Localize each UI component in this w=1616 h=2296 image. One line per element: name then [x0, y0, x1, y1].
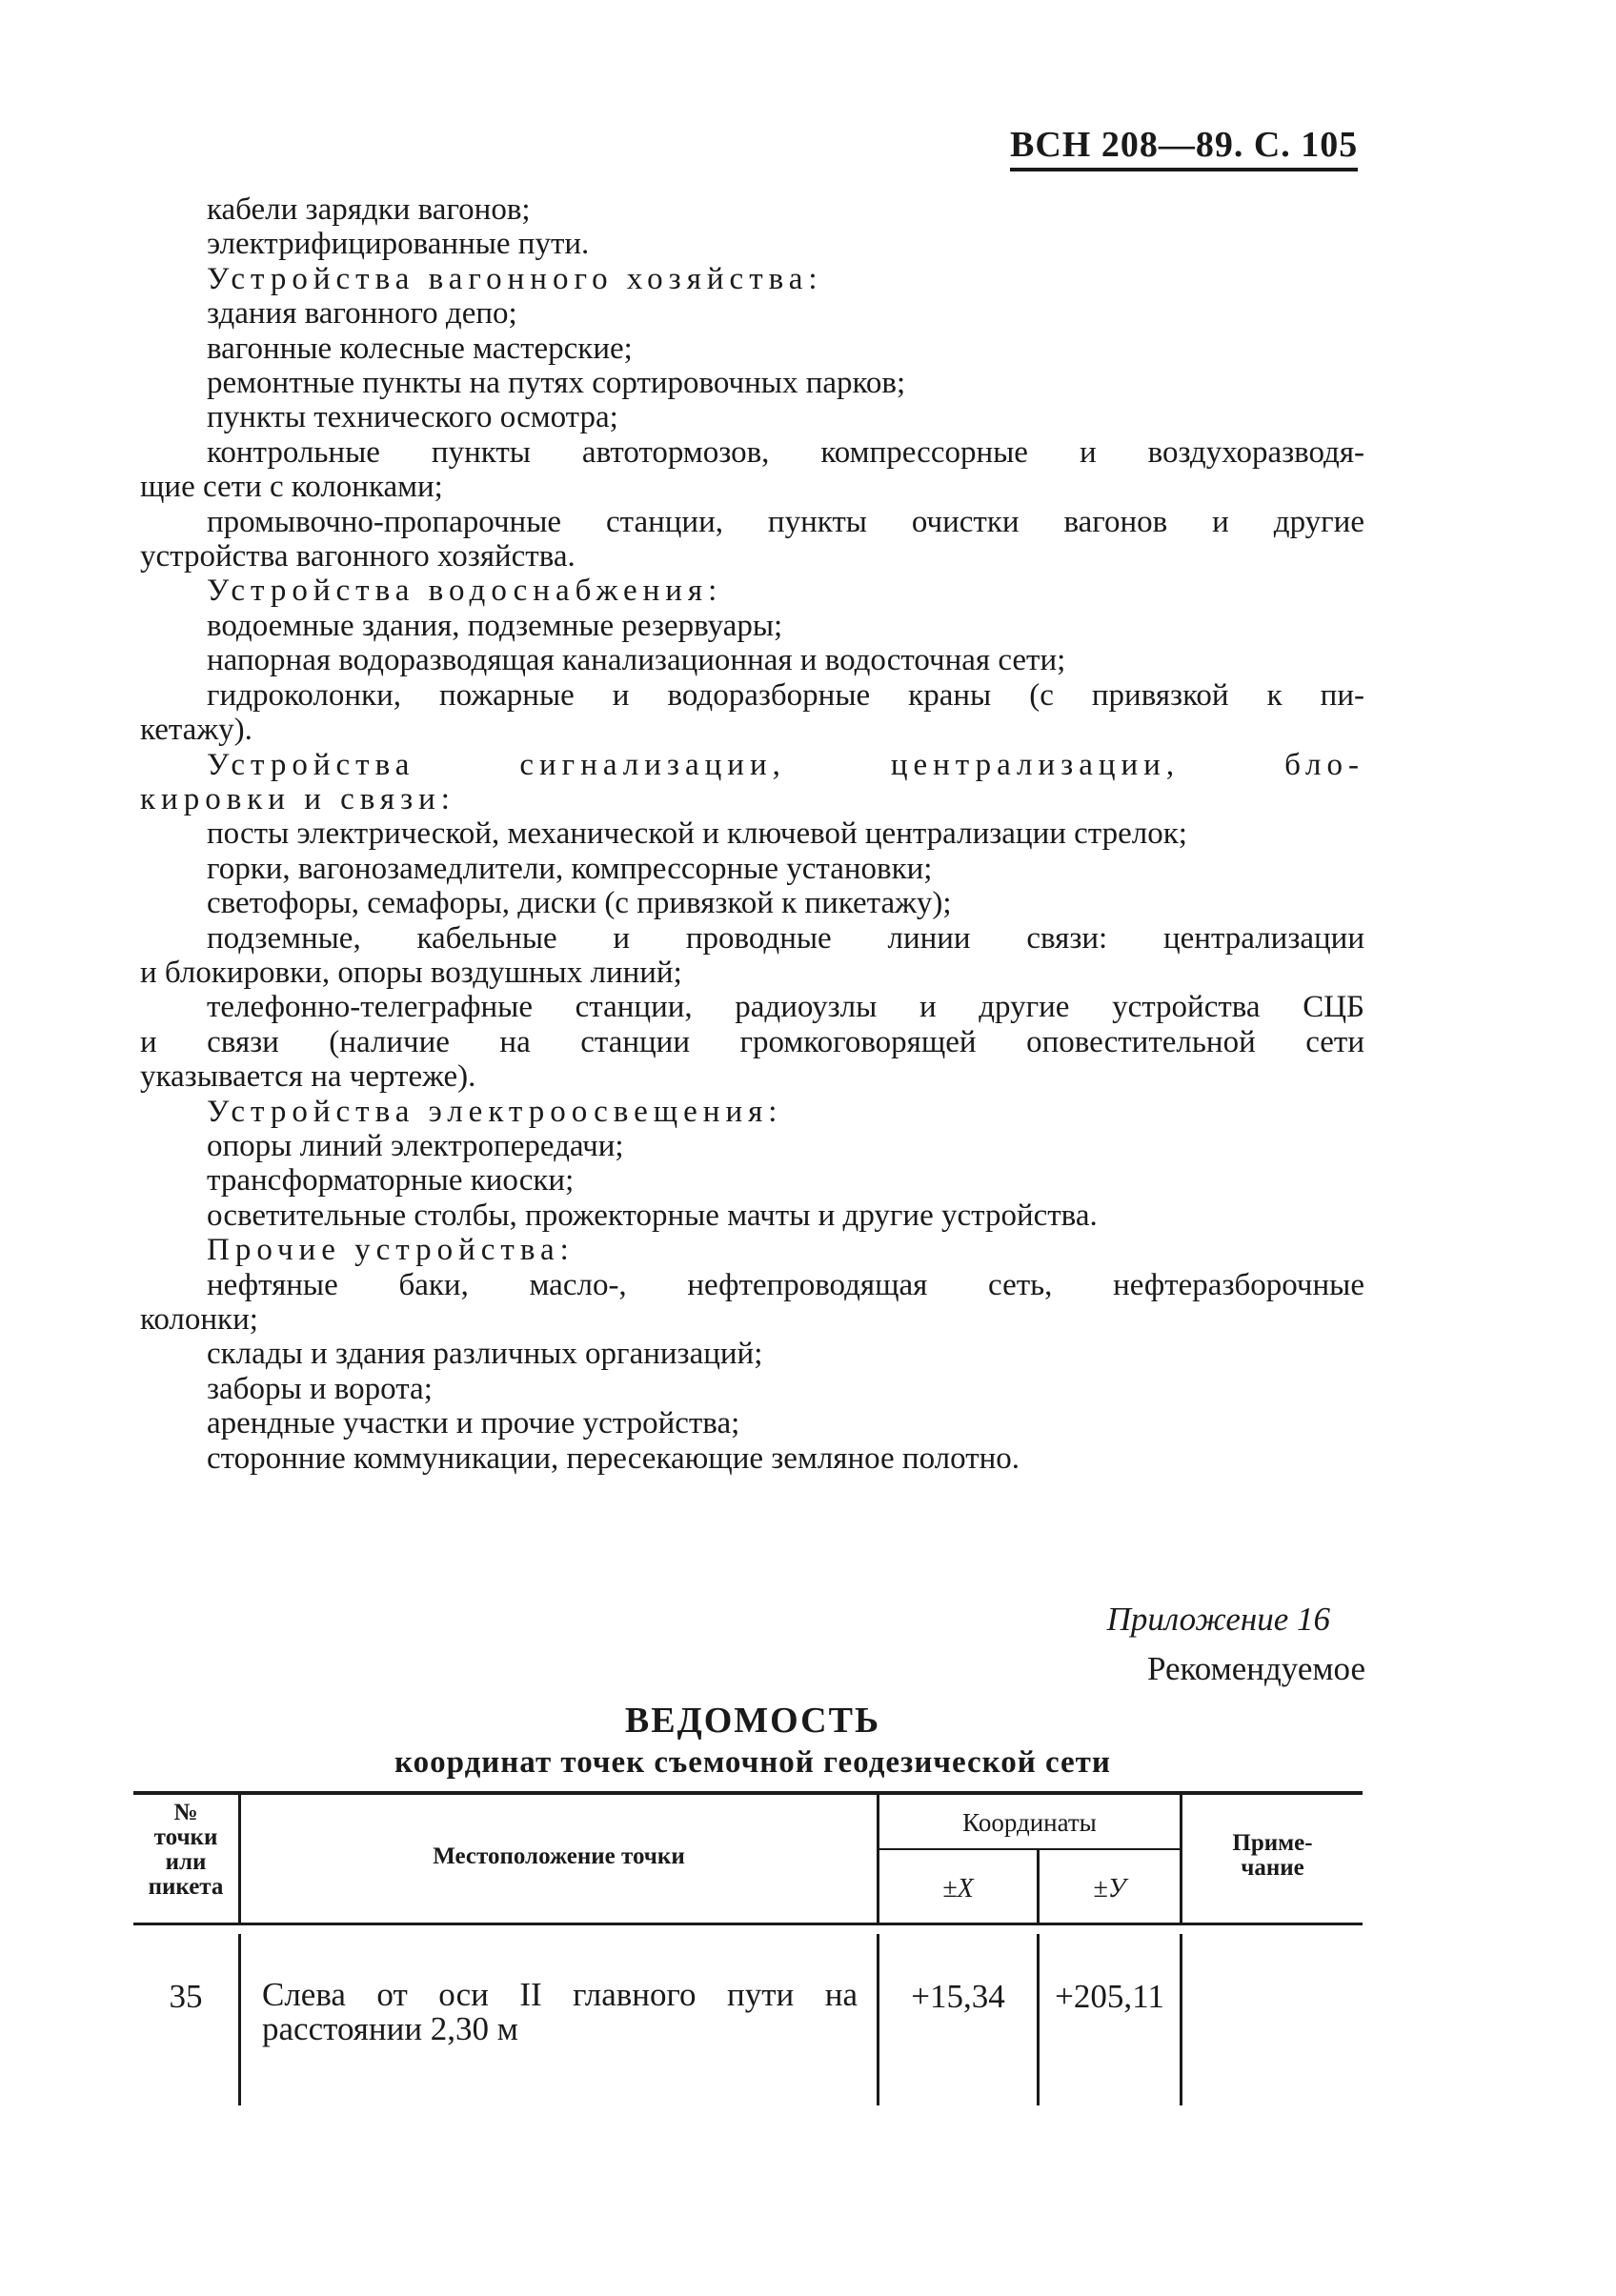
col-divider: [1180, 1934, 1182, 2105]
table-top-rule: [133, 1791, 1363, 1795]
list-item: пункты технического осмотра;: [207, 400, 618, 435]
list-item: горки, вагонозамедлители, компрессорные установки;: [207, 851, 933, 886]
section-heading: Устройства сигнализации, централизации, бло-: [207, 747, 1364, 782]
cell-x: +15,34: [911, 1978, 1005, 2015]
header-text: Приме-: [1232, 1830, 1313, 1856]
header-location: Местоположение точки: [433, 1843, 685, 1869]
appendix-label: Приложение 16: [1106, 1601, 1330, 1638]
header-x: ±X: [942, 1874, 974, 1903]
cell-location-line: Слева от оси II главного пути на: [262, 1976, 858, 2013]
list-item: ремонтные пункты на путях сортировочных парков;: [207, 366, 906, 401]
section-heading: Прочие устройства:: [207, 1233, 575, 1268]
list-item-continuation: колонки;: [140, 1302, 258, 1337]
header-bottom-rule: [133, 1923, 1363, 1925]
document-body: [140, 192, 1364, 1476]
list-item: вагонные колесные мастерские;: [207, 331, 633, 366]
list-item: посты электрической, механической и ключевой централизации стрелок;: [207, 816, 1187, 852]
header-text: точки: [153, 1824, 218, 1850]
list-item: напорная водоразводящая канализационная и водосточная сети;: [207, 643, 1066, 678]
list-item: светофоры, семафоры, диски (с привязкой к пикетажу);: [207, 886, 952, 921]
list-item-continuation: указывается на чертеже).: [140, 1059, 476, 1095]
cell-point-number: 35: [169, 1978, 203, 2015]
cell-y: +205,11: [1055, 1978, 1164, 2015]
coords-divider: [877, 1848, 1180, 1850]
list-item: телефонно-телеграфные станции, радиоузлы и другие устройства СЦБ: [207, 990, 1364, 1025]
col-divider: [238, 1934, 241, 2105]
list-item: водоемные здания, подземные резервуары;: [207, 608, 783, 643]
table-subtitle: координат точек съемочной геодезической сети: [394, 1745, 1111, 1780]
coordinates-table: [133, 1791, 1363, 2172]
section-heading: Устройства водоснабжения:: [207, 574, 723, 609]
header-point-number: [133, 1801, 238, 1900]
list-item: электрифицированные пути.: [207, 227, 590, 262]
section-heading: Устройства вагонного хозяйства:: [207, 261, 823, 296]
list-item: гидроколонки, пожарные и водоразборные краны (с привязкой к пи-: [207, 677, 1364, 713]
header-coordinates: Координаты: [962, 1808, 1097, 1837]
header-note: [1182, 1831, 1363, 1881]
list-item-continuation: щие сети с колонками;: [140, 470, 443, 505]
list-item: арендные участки и прочие устройства;: [207, 1406, 740, 1441]
list-item-continuation: и связи (наличие на станции громкоговорящей оповестительной сети: [140, 1024, 1364, 1059]
list-item: здания вагонного депо;: [207, 296, 517, 332]
list-item-continuation: кетажу).: [140, 713, 252, 748]
table-title: ВЕДОМОСТЬ: [624, 1701, 881, 1741]
list-item: промывочно-пропарочные станции, пункты очистки вагонов и другие: [207, 504, 1364, 539]
list-item: трансформаторные киоски;: [207, 1163, 575, 1198]
list-item-continuation: устройства вагонного хозяйства.: [140, 539, 576, 574]
header-text: пикета: [148, 1874, 224, 1900]
list-item: контрольные пункты автотормозов, компрессорные и воздухоразводя-: [207, 434, 1364, 470]
list-item: нефтяные баки, масло-, нефтепроводящая сеть, нефтеразборочные: [207, 1267, 1364, 1302]
col-divider: [1037, 1934, 1040, 2105]
cell-location-line: расстоянии 2,30 м: [262, 2010, 518, 2047]
header-text: чание: [1241, 1855, 1304, 1881]
cell-location: [262, 1978, 858, 2046]
header-y: ±У: [1093, 1874, 1126, 1903]
list-item: кабели зарядки вагонов;: [207, 192, 531, 227]
section-heading: Устройства электроосвещения:: [207, 1094, 783, 1129]
header-text: или: [165, 1849, 207, 1875]
section-heading-continuation: кировки и связи:: [140, 781, 455, 816]
appendix-status: Рекомендуемое: [1146, 1650, 1365, 1687]
list-item: сторонние коммуникации, пересекающие земляное полотно.: [207, 1440, 1020, 1476]
col-divider: [877, 1934, 879, 2105]
page-reference: ВСН 208—89. С. 105: [1010, 124, 1358, 171]
list-item: подземные, кабельные и проводные линии связи: централизации: [207, 920, 1364, 956]
list-item: опоры линий электропередачи;: [207, 1128, 624, 1163]
list-item: заборы и ворота;: [207, 1371, 433, 1406]
list-item: склады и здания различных организаций;: [207, 1337, 763, 1372]
header-text: №: [173, 1800, 198, 1825]
list-item-continuation: и блокировки, опоры воздушных линий;: [140, 955, 682, 990]
list-item: осветительные столбы, прожекторные мачты и другие устройства.: [207, 1198, 1098, 1233]
